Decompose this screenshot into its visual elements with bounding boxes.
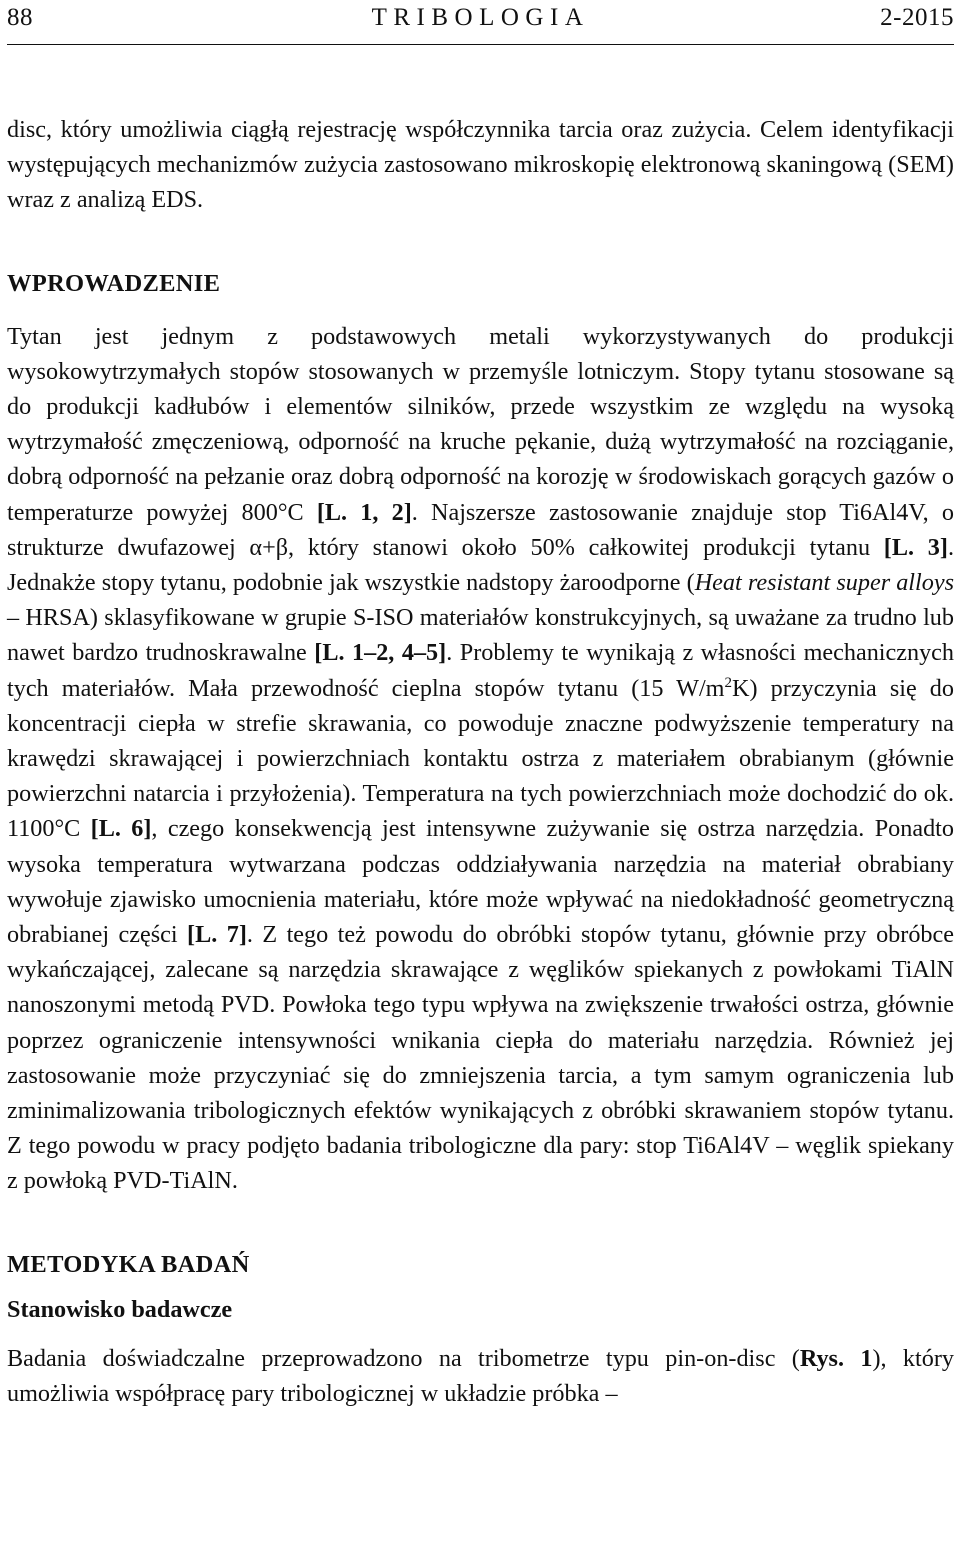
text-run: Badania doświadczalne przeprowadzono na tribometrze typu pin-on-disc ( bbox=[7, 1344, 800, 1372]
text-run: Tytan jest jednym z podstawowych metali wykorzystywanych do produkcji wysokowytrzymałych stopów stosowanych w przemyśle lotniczym. Stopy tytanu stosowane są do produkcji kadłubów i elementów silników, przede wszystkim ze względu na wysoką wytrzymałość zmęczeniową, odporność na kruche pękanie, dużą wytrzymałość na rozciąganie, dobrą odporność na pełzanie oraz dobrą odporność na korozję w środowiskach gorących gazów o temperaturze powyżej 800°C bbox=[7, 322, 954, 526]
superscript: 2 bbox=[724, 674, 732, 691]
journal-title: TRIBOLOGIA bbox=[371, 4, 590, 31]
text-run: – HRSA) sklasyfikowane w grupie S-ISO materiałów konstrukcyjnych, są uważane za trudno lub nawet bardzo trudnoskrawalne bbox=[7, 604, 954, 667]
citation-ref: [L. 7] bbox=[187, 921, 247, 949]
italic-term: Heat resistant super alloys bbox=[694, 569, 954, 597]
issue-number: 2-2015 bbox=[880, 4, 954, 31]
section-heading-metodyka: METODYKA BADAŃ bbox=[7, 1250, 250, 1278]
citation-ref: [L. 3] bbox=[883, 533, 948, 561]
page bbox=[7, 0, 954, 1554]
text-run: , czego konsekwencją jest intensywne zużywanie się ostrza narzędzia. Ponadto wysoka temperatura wytwarzana podczas oddziaływania narzędzia na materiał obrabiany wywołuje zjawisko umocnienia materiału, które może wpływać na niedokładność geometryczną obrabianej części bbox=[7, 815, 954, 949]
page-number: 88 bbox=[7, 4, 33, 31]
article-body bbox=[7, 112, 954, 1411]
running-header bbox=[7, 4, 954, 34]
section-heading-wprowadzenie: WPROWADZENIE bbox=[7, 269, 221, 297]
text-run: . Z tego też powodu do obróbki stopów tytanu, głównie przy obróbce wykańczającej, zalecane są narzędzia skrawające z węglików spiekanych z powłokami TiAlN nanoszonymi metodą PVD. Powłoka tego typu wpływa na zwiększenie trwałości ostrza, głównie poprzez ograniczenie intensywności wnikania ciepła do materiału narzędzia. Również jej zastosowanie może przyczyniać się do zmniejszenia tarcia, a tym samym ograniczenia lub zminimalizowania tribologicznych efektów wynikających z obróbki skrawaniem stopów tytanu. Z tego powodu w pracy podjęto badania tribologiczne dla pary: stop Ti6Al4V – węglik spiekany z powłoką PVD-TiAlN. bbox=[7, 921, 954, 1195]
text-run: ), który umożliwia współpracę pary tribologicznej w układzie próbka – bbox=[7, 1344, 954, 1407]
citation-ref: [L. 6] bbox=[90, 815, 152, 843]
text-run: . Jednakże stopy tytanu, podobnie jak wszystkie nadstopy żaroodporne ( bbox=[7, 533, 954, 597]
citation-ref: [L. 1–2, 4–5] bbox=[314, 639, 447, 667]
figure-ref: Rys. 1 bbox=[799, 1344, 873, 1372]
wprowadzenie-paragraph bbox=[7, 319, 954, 1199]
intro-paragraph: disc, który umożliwia ciągłą rejestrację współczynnika tarcia oraz zużycia. Celem identyfikacji występujących mechanizmów zużycia zastosowano mikroskopię elektronową skaningową (SEM) wraz z analizą EDS. bbox=[7, 116, 954, 214]
subsection-heading: Stanowisko badawcze bbox=[7, 1295, 233, 1323]
text-run: . Najszersze zastosowanie znajduje stop Ti6Al4V, o strukturze dwufazowej α+β, który stanowi około 50% całkowitej produkcji tytanu bbox=[7, 498, 954, 561]
text-run: . Problemy te wynikają z własności mechanicznych tych materiałów. Mała przewodność cieplna stopów tytanu (15 W/m bbox=[7, 639, 955, 702]
citation-ref: [L. 1, 2] bbox=[316, 498, 412, 526]
text-run: K) przyczynia się do koncentracji ciepła w strefie skrawania, co powoduje znaczne podwyższenie temperatury na krawędzi skrawającej i powierzchniach kontaktu ostrza z materiałem obrabianym (głównie powierzchni natarcia i przyłożenia). Temperatura na tych powierzchniach może dochodzić do ok. 1100°C bbox=[7, 674, 954, 843]
header-rule bbox=[7, 44, 954, 45]
metodyka-paragraph bbox=[7, 1341, 954, 1411]
